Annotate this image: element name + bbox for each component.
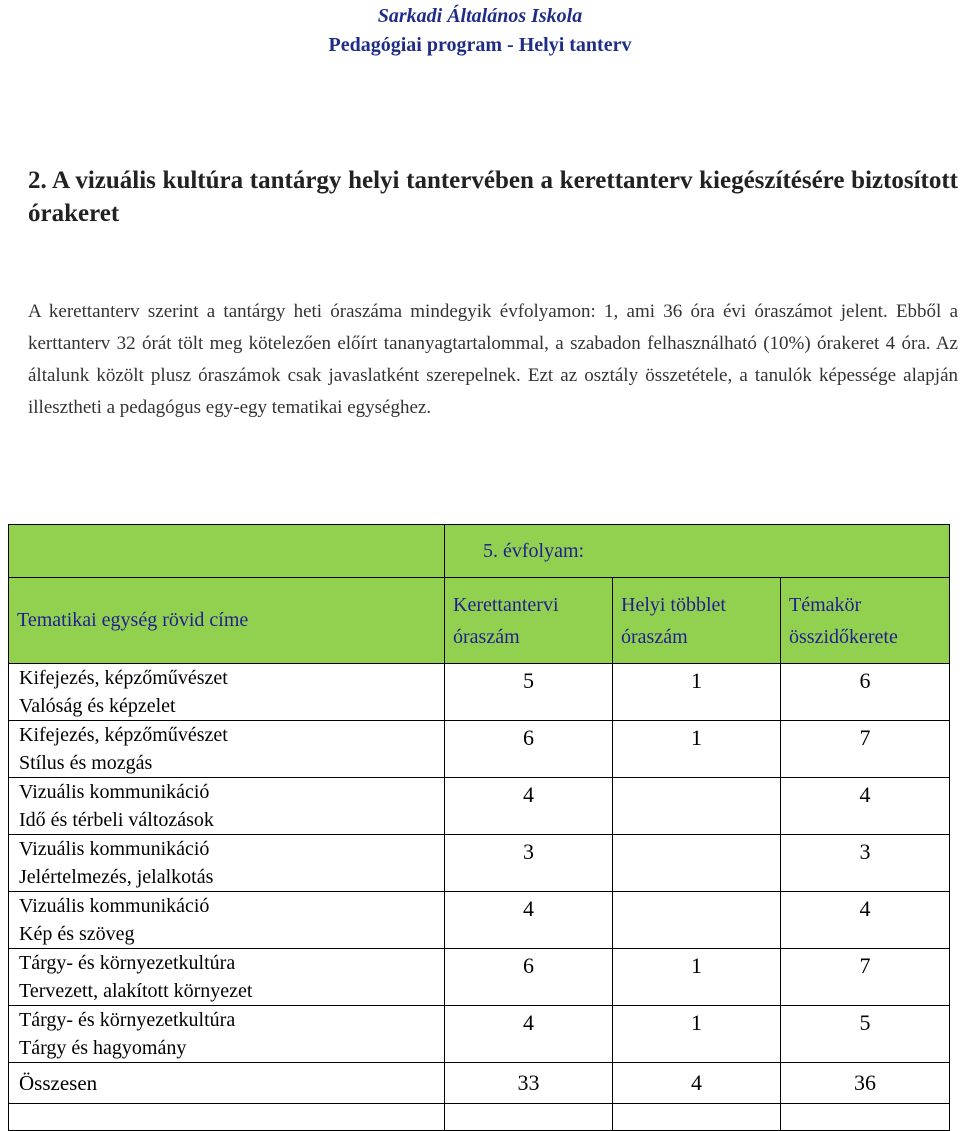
col-frame-label-1: Kerettantervi [453, 593, 559, 616]
sum-frame: 33 [445, 1063, 613, 1104]
topic-title: Vizuális kommunikáció [19, 781, 210, 803]
local-hours-cell: 1 [613, 721, 781, 778]
frame-hours-cell: 5 [445, 664, 613, 721]
topic-subtitle: Jelértelmezés, jelalkotás [19, 866, 214, 888]
school-name: Sarkadi Általános Iskola [377, 5, 583, 27]
col-local-label-1: Helyi többlet [621, 593, 726, 616]
topic-title: Vizuális kommunikáció [19, 838, 210, 860]
program-name: Pedagógiai program - Helyi tanterv [328, 34, 632, 56]
frame-hours-cell: 4 [445, 778, 613, 835]
topic-cell [9, 835, 445, 892]
curriculum-table [8, 524, 950, 1131]
section-intro: A kerettanterv szerint a tantárgy heti óraszáma mindegyik évfolyamon: 1, ami 36 óra évi óraszámot jelent. Ebből a kerttanterv 32 órát tölt meg kötelezően előírt tananyagtartalommal, a szabadon felhasználható (10%) órakeret 4 óra. Az általunk közölt plusz óraszámok csak javaslatként szerepelnek. Ezt az osztály összetétele, a tanulók képessége alapján illesztheti a pedagógus egy-egy tematikai egységhez. [28, 301, 958, 418]
total-hours-cell: 3 [781, 835, 950, 892]
table-row [9, 949, 950, 1006]
table-body [9, 664, 950, 1063]
col-total-label-2: összidőkerete [789, 625, 898, 648]
total-hours-cell: 4 [781, 892, 950, 949]
local-hours-cell [613, 892, 781, 949]
topic-title: Tárgy- és környezetkultúra [19, 952, 236, 974]
col-local-header [613, 578, 781, 664]
frame-hours-cell: 3 [445, 835, 613, 892]
spacer-cell [9, 1104, 445, 1131]
spacer-cell [781, 1104, 950, 1131]
topic-subtitle: Stílus és mozgás [19, 752, 153, 774]
col-frame-label-2: óraszám [453, 625, 520, 648]
topic-subtitle: Tárgy és hagyomány [19, 1037, 187, 1059]
table-row [9, 892, 950, 949]
header-empty-cell [9, 525, 445, 578]
sum-local: 4 [613, 1063, 781, 1104]
total-hours-cell: 7 [781, 949, 950, 1006]
total-hours-cell: 7 [781, 721, 950, 778]
col-topic-label: Tematikai egység rövid címe [17, 609, 249, 631]
topic-cell [9, 892, 445, 949]
local-hours-cell [613, 835, 781, 892]
frame-hours-cell: 4 [445, 892, 613, 949]
topic-cell [9, 949, 445, 1006]
year-label-cell [445, 525, 950, 578]
local-hours-cell: 1 [613, 664, 781, 721]
table-bottom-spacer [9, 1104, 950, 1131]
table-row [9, 721, 950, 778]
table-row [9, 1006, 950, 1063]
spacer-cell [445, 1104, 613, 1131]
col-topic-header [9, 578, 445, 664]
topic-title: Kifejezés, képzőművészet [19, 667, 228, 689]
local-hours-cell: 1 [613, 1006, 781, 1063]
topic-title: Tárgy- és környezetkultúra [19, 1009, 236, 1031]
total-hours-cell: 6 [781, 664, 950, 721]
topic-cell [9, 778, 445, 835]
sum-row [9, 1063, 950, 1104]
col-total-header [781, 578, 950, 664]
col-total-label-1: Témakör [789, 593, 862, 616]
col-local-label-2: óraszám [621, 625, 688, 648]
table-row [9, 664, 950, 721]
topic-title: Kifejezés, képzőművészet [19, 724, 228, 746]
frame-hours-cell: 4 [445, 1006, 613, 1063]
topic-cell [9, 721, 445, 778]
topic-subtitle: Tervezett, alakított környezet [19, 980, 253, 1002]
page-header [0, 2, 960, 60]
topic-subtitle: Kép és szöveg [19, 923, 135, 945]
topic-subtitle: Idő és térbeli változások [19, 809, 214, 831]
section-title: 2. A vizuális kultúra tantárgy helyi tantervében a kerettanterv kiegészítésére biztosított órakeret [28, 167, 958, 227]
spacer-cell [613, 1104, 781, 1131]
local-hours-cell: 1 [613, 949, 781, 1006]
table-row [9, 778, 950, 835]
topic-cell [9, 664, 445, 721]
topic-title: Vizuális kommunikáció [19, 895, 210, 917]
sum-total: 36 [781, 1063, 950, 1104]
sum-label: Összesen [9, 1063, 445, 1104]
table-row [9, 835, 950, 892]
frame-hours-cell: 6 [445, 721, 613, 778]
topic-cell [9, 1006, 445, 1063]
col-frame-header [445, 578, 613, 664]
total-hours-cell: 5 [781, 1006, 950, 1063]
topic-subtitle: Valóság és képzelet [19, 695, 176, 717]
year-label: 5. évfolyam: [483, 539, 585, 562]
frame-hours-cell: 6 [445, 949, 613, 1006]
local-hours-cell [613, 778, 781, 835]
total-hours-cell: 4 [781, 778, 950, 835]
